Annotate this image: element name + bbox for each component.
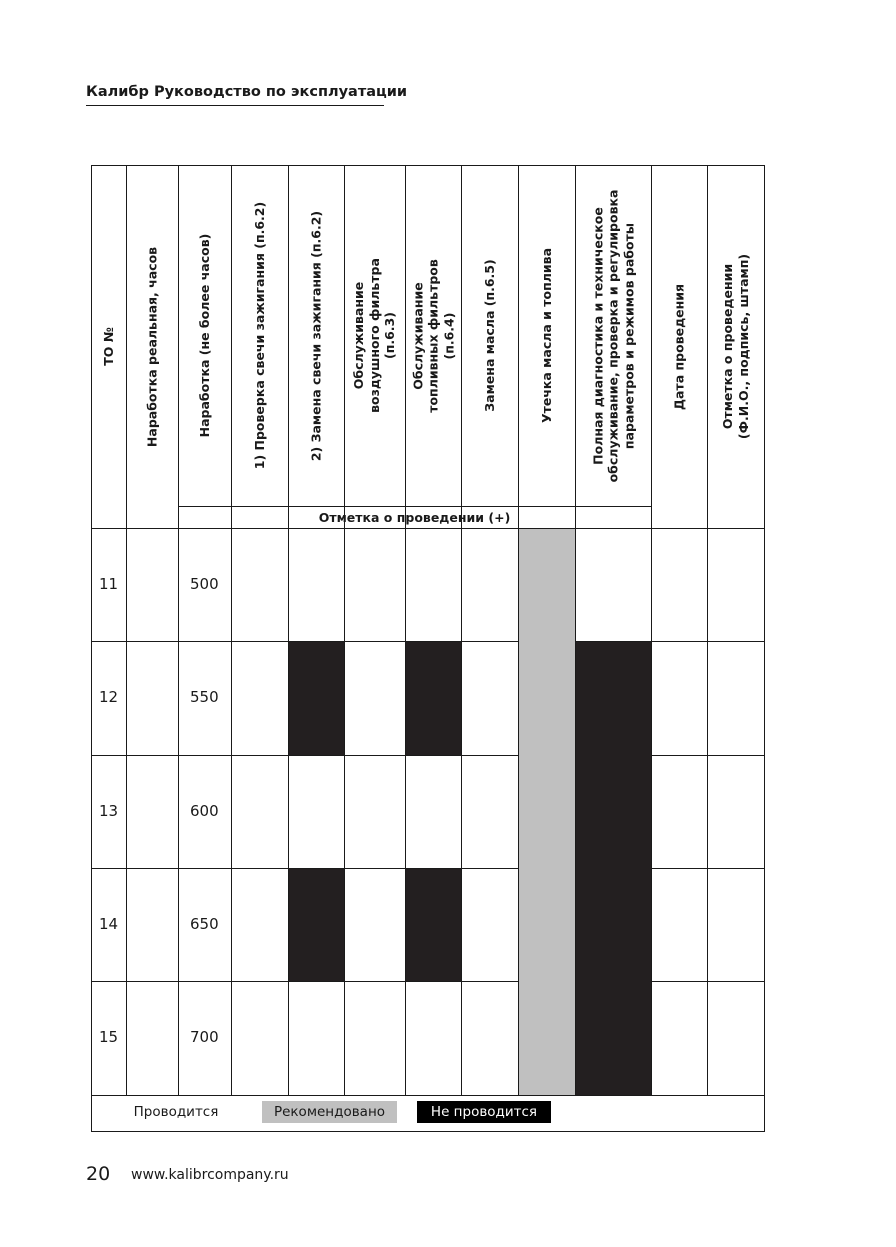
row-to-number: 15 [99, 1028, 119, 1046]
column-separator [764, 165, 765, 1132]
row-hours: 550 [190, 688, 219, 706]
legend-done: Проводится [133, 1104, 219, 1120]
status-cell-not_done [288, 641, 344, 755]
row-separator [91, 1095, 765, 1096]
row-separator [651, 981, 765, 982]
row-to-number: 13 [99, 801, 119, 820]
status-cell-not_done [405, 868, 461, 981]
status-cell-not_done [575, 641, 651, 755]
column-header-0: ТО № [100, 327, 116, 366]
status-cell-not_done [575, 868, 651, 981]
status-cell-not_done [575, 981, 651, 1095]
row-hours: 650 [190, 914, 219, 933]
row-to-number: 12 [99, 688, 119, 706]
mark-label: Отметка о проведении (+) [318, 510, 511, 525]
legend-recommended: Рекомендовано [262, 1101, 397, 1123]
status-cell-not_done [288, 868, 344, 981]
column-header-5: Обслуживание воздушного фильтра (п.6.3) [351, 258, 398, 413]
row-hours: 600 [190, 801, 219, 820]
column-header-11: Отметка о проведении (Ф.И.О., подпись, штамп) [719, 253, 751, 440]
status-cell-recommended [518, 981, 575, 1095]
row-separator [91, 528, 765, 529]
row-separator [651, 755, 765, 756]
column-header-4: 2) Замена свечи зажигания (п.6.2) [308, 210, 324, 461]
column-header-9: Полная диагностика и техническое обслуживание, проверка и регулировка параметров и режимов работы [589, 189, 636, 482]
page-header: Калибр Руководство по эксплуатации [86, 84, 384, 106]
table-border-top [91, 165, 765, 166]
legend-not-done: Не проводится [417, 1101, 551, 1123]
footer-url: www.kalibrcompany.ru [131, 1167, 289, 1183]
page-number: 20 [86, 1163, 111, 1185]
column-header-1: Наработка реальная, часов [144, 246, 160, 447]
column-header-3: 1) Проверка свечи зажигания (п.6.2) [251, 201, 267, 470]
column-header-2: Наработка (не более часов) [196, 233, 212, 438]
row-separator [91, 755, 518, 756]
status-cell-recommended [518, 528, 575, 641]
table-border-bottom [91, 1131, 765, 1132]
column-header-8: Утечка масла и топлива [538, 247, 554, 424]
row-separator [91, 868, 518, 869]
row-hours: 700 [190, 1028, 219, 1046]
row-to-number: 14 [99, 914, 119, 933]
row-hours: 500 [190, 574, 219, 593]
row-separator [91, 981, 518, 982]
row-to-number: 11 [99, 574, 119, 593]
column-header-7: Замена масла (п.6.5) [481, 259, 497, 412]
row-separator [91, 641, 518, 642]
row-separator [651, 868, 765, 869]
row-separator [651, 641, 765, 642]
column-header-6: Обслуживание топливных фильтров (п.6.4) [409, 258, 456, 413]
status-cell-not_done [575, 755, 651, 868]
column-header-10: Дата проведения [671, 283, 687, 410]
status-cell-not_done [405, 641, 461, 755]
row-separator [575, 641, 651, 642]
status-cell-recommended [518, 641, 575, 755]
status-cell-recommended [518, 868, 575, 981]
status-cell-recommended [518, 755, 575, 868]
